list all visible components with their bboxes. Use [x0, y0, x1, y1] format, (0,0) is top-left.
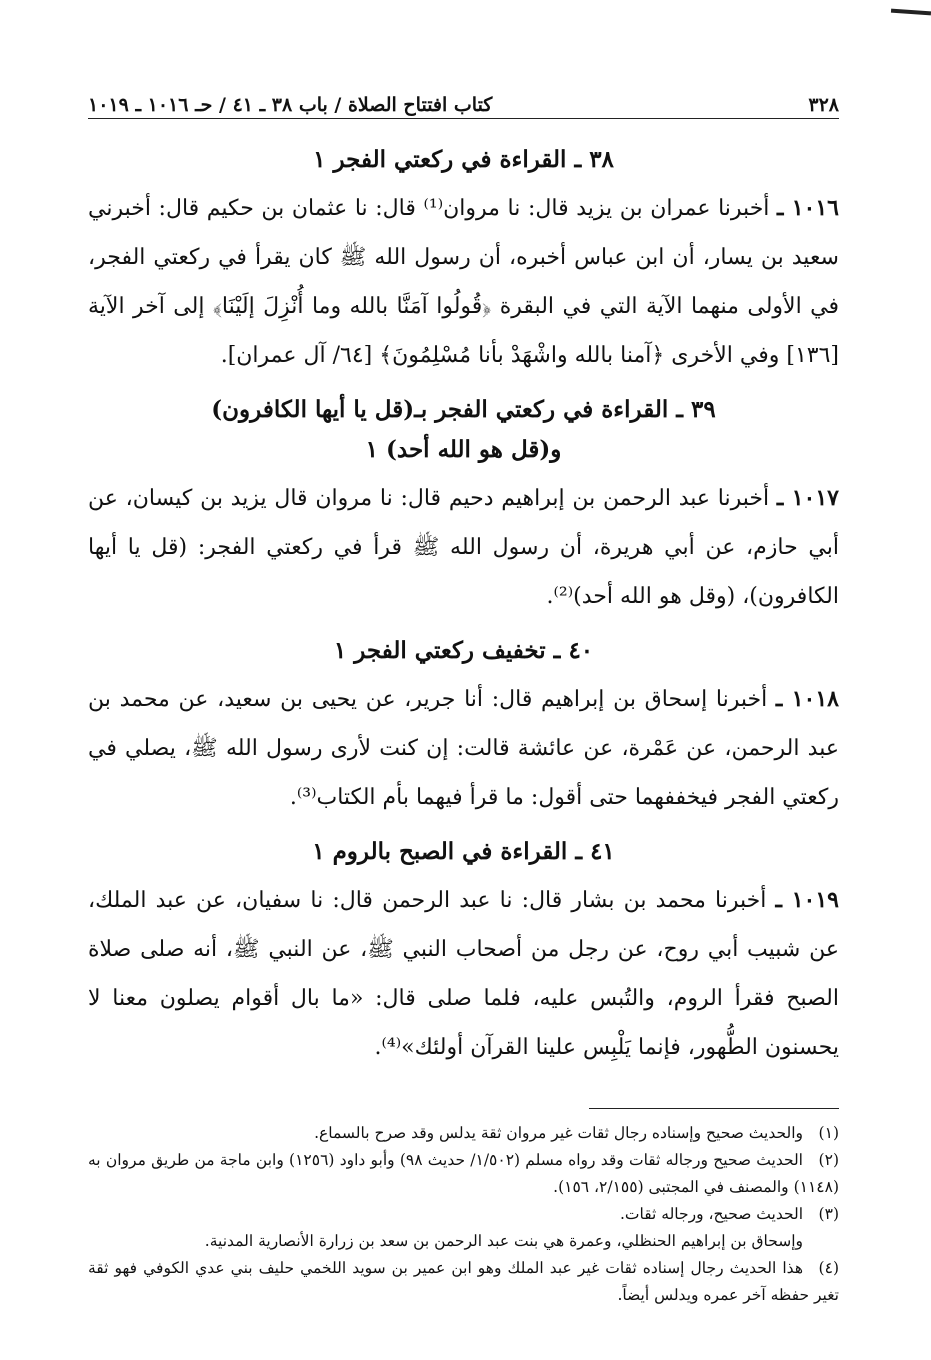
chapter-heading: ٤٠ ـ تخفيف ركعتي الفجر ١: [333, 637, 594, 664]
hadith-number: ١٠١٨ ـ: [775, 686, 839, 712]
section-39: [88, 390, 839, 621]
running-title: كتاب افتتاح الصلاة / باب ٣٨ ـ ٤١ / حـ ١٠١٦ ـ ١٠١٩: [88, 94, 493, 116]
footnote-2: [88, 1147, 839, 1201]
chapter-heading-line-2: و(قل هو الله أحد) ١: [365, 436, 562, 463]
chapter-heading: ٤١ ـ القراءة في الصبح بالروم ١: [312, 838, 615, 865]
section-38: [88, 140, 839, 380]
footnote-number: (٤): [818, 1259, 839, 1277]
section-41: [88, 832, 839, 1072]
footnote-separator: [589, 1108, 839, 1109]
footnote-text: الحديث صحيح، ورجاله ثقات.: [619, 1205, 803, 1223]
main-text: [88, 140, 839, 1072]
hadith-text: أخبرنا محمد بن بشار قال: نا عبد الرحمن قال: نا سفيان، عن عبد الملك، عن شبيب أبي روح، عن رجل من أصحاب النبي ﷺ، عن النبي ﷺ، أنه صلى صلاة الصبح فقرأ الروم، والتُبس عليه، فلما صلى قال: «ما بال أقوام يصلون معنا لا يحسنون الطُّهور، فإنما يَلْبِس علينا القرآن أولئك»⁽⁴⁾.: [88, 888, 839, 1060]
section-40: [88, 631, 839, 822]
footnote-number: (٣): [818, 1205, 839, 1223]
footnotes: [88, 1120, 839, 1309]
chapter-heading: ٣٨ ـ القراءة في ركعتي الفجر ١: [313, 146, 614, 173]
hadith-1018: [88, 675, 839, 822]
footnote-3-continued: [88, 1228, 839, 1255]
hadith-number: ١٠١٧ ـ: [776, 485, 839, 511]
hadith-text: أخبرنا عمران بن يزيد قال: نا مروان⁽¹⁾ قال: نا عثمان بن حكيم قال: أخبرني سعيد بن يسار، أن ابن عباس أخبره، أن رسول الله ﷺ كان يقرأ في ركعتي الفجر، في الأولى منهما الآية التي في البقرة ﴿قُولُوا آمَنَّا بالله وما أُنْزِلَ إلَيْنَا﴾ إلى آخر الآية [١٣٦] وفي الأخرى ﴿آمنا بالله واشْهَدْ بأنا مُسْلِمُونَ﴾ [٦٤/ آل عمران].: [88, 196, 839, 368]
hadith-text: أخبرنا إسحاق بن إبراهيم قال: أنا جرير، عن يحيى بن سعيد، عن محمد بن عبد الرحمن، عن عَمْرة، عن عائشة قالت: إن كنت لأرى رسول الله ﷺ، يصلي في ركعتي الفجر فيخففهما حتى أقول: ما قرأ فيهما بأم الكتاب⁽³⁾.: [88, 687, 839, 810]
hadith-1019: [88, 876, 839, 1072]
footnote-number: (١): [818, 1124, 839, 1142]
hadith-number: ١٠١٩ ـ: [775, 887, 839, 913]
running-header: [88, 92, 839, 119]
hadith-number: ١٠١٦ ـ: [777, 195, 839, 221]
page-number: ٣٢٨: [808, 94, 839, 116]
footnote-number: (٢): [818, 1151, 839, 1169]
footnote-text: وإسحاق بن إبراهيم الحنظلي، وعمرة هي بنت عبد الرحمن بن سعد بن زرارة الأنصارية المدنية.: [204, 1232, 803, 1250]
footnote-text: هذا الحديث رجال إسناده ثقات غير عبد الملك وهو ابن عمير بن سويد اللخمي حليف بني عدي الكوفي فهو ثقة تغير حفظه آخر عمره ويدلس أيضاً.: [88, 1259, 839, 1304]
footnote-text: الحديث صحيح ورجاله ثقات وقد رواه مسلم (١/٥٠٢/ حديث ٩٨) وأبو داود (١٢٥٦) وابن ماجة من طريق مروان به (١١٤٨) والمصنف في المجتبى (٢/١٥٥، ١٥٦).: [88, 1151, 839, 1196]
hadith-1017: [88, 474, 839, 621]
hadith-1016: [88, 184, 839, 380]
hadith-text: أخبرنا عبد الرحمن بن إبراهيم دحيم قال: نا مروان قال يزيد بن كيسان، عن أبي حازم، عن أبي هريرة، أن رسول الله ﷺ قرأ في ركعتي الفجر: (قل يا أيها الكافرون)، (وقل هو الله أحد)⁽²⁾.: [88, 486, 839, 609]
scan-edge-mark: [891, 9, 931, 16]
footnote-4: [88, 1255, 839, 1309]
footnote-1: [88, 1120, 839, 1147]
footnote-3: [88, 1201, 839, 1228]
chapter-heading: ٣٩ ـ القراءة في ركعتي الفجر بـ(قل يا أيها الكافرون): [211, 396, 716, 423]
footnote-text: والحديث صحيح وإسناده رجال ثقات غير مروان ثقة يدلس وقد صرح بالسماع.: [314, 1124, 803, 1142]
